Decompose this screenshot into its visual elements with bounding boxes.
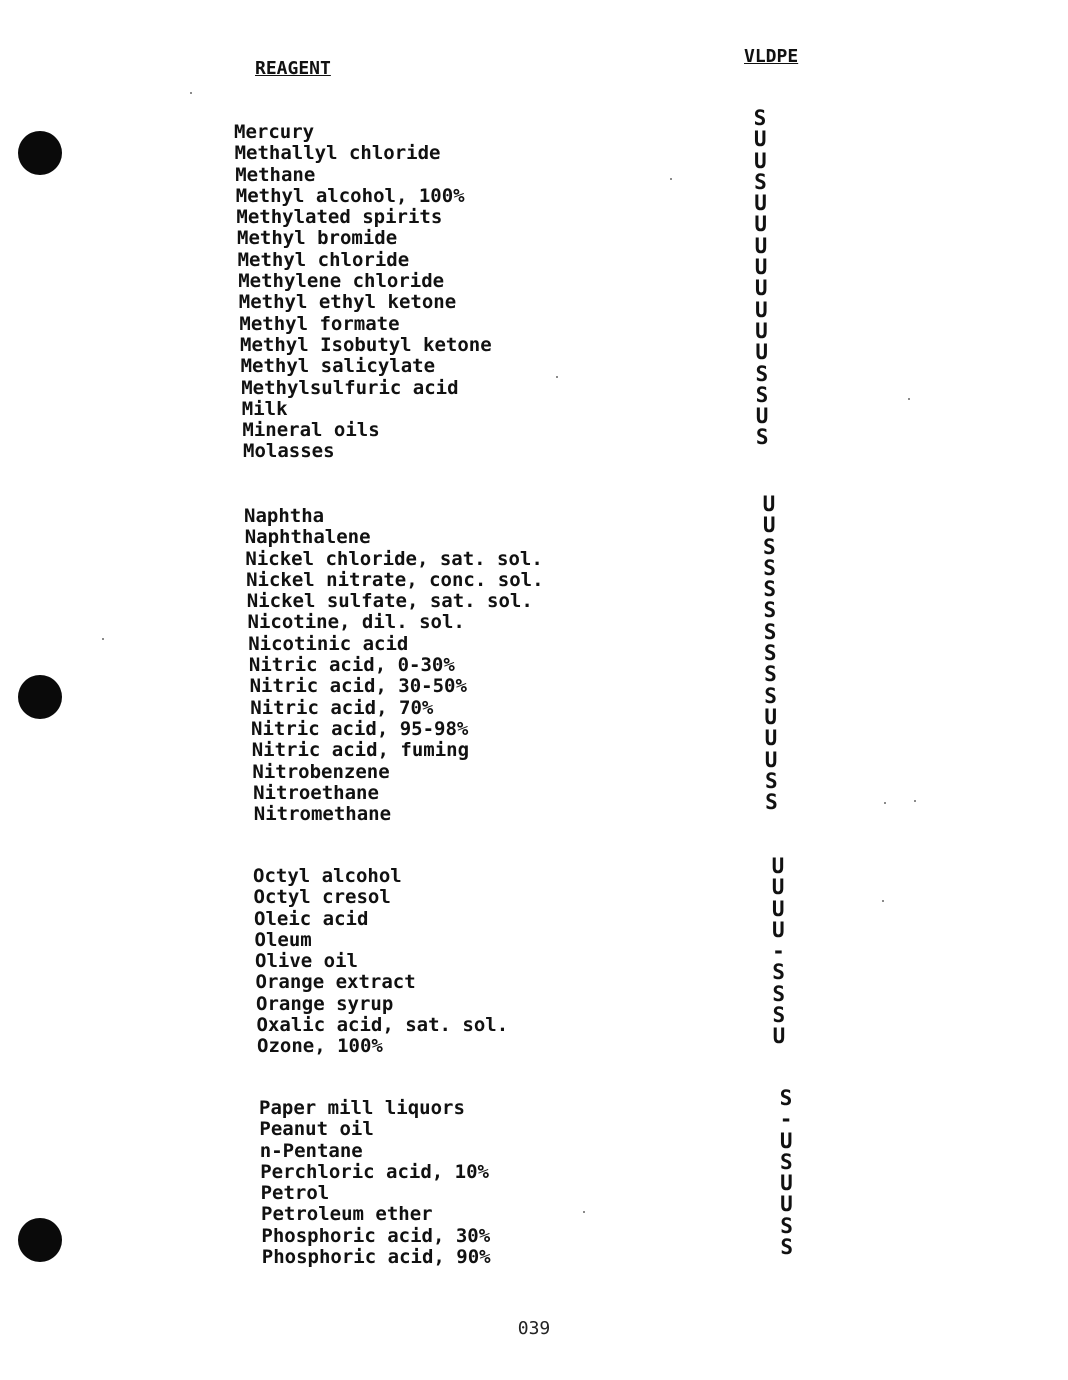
reagent-name: Methyl formate — [239, 312, 400, 335]
reagent-name: Methyl chloride — [237, 248, 410, 271]
reagent-name: Mineral oils — [242, 419, 380, 442]
vldpe-rating: U — [754, 255, 768, 280]
reagent-name: Orange extract — [255, 971, 416, 994]
reagent-name: Petrol — [260, 1182, 330, 1205]
reagent-name: Olive oil — [255, 950, 358, 973]
vldpe-rating: U — [772, 1024, 786, 1049]
vldpe-rating: U — [754, 276, 768, 301]
reagent-name: Nickel sulfate, sat. sol. — [246, 590, 533, 613]
vldpe-rating: U — [754, 212, 768, 237]
reagent-name: Perchloric acid, 10% — [260, 1160, 489, 1183]
reagent-name: Methylated spirits — [236, 206, 443, 229]
reagent-group — [253, 866, 508, 1058]
vldpe-rating: S — [763, 577, 777, 602]
vldpe-rating-group — [754, 494, 784, 813]
reagent-name: Petroleum ether — [261, 1203, 433, 1226]
vldpe-rating: S — [763, 641, 777, 666]
reagent-name: Naphtha — [244, 505, 325, 527]
reagent-name: Methylsulfuric acid — [241, 376, 459, 399]
vldpe-rating: U — [764, 704, 778, 729]
vldpe-rating: U — [753, 127, 767, 152]
vldpe-rating: U — [754, 191, 767, 216]
reagent-name: Nicotine, dil. sol. — [247, 611, 465, 634]
reagent-group — [234, 122, 492, 463]
reagent-name: Methyl bromide — [237, 227, 398, 250]
vldpe-rating: U — [772, 917, 785, 942]
reagent-name: Methyl Isobutyl ketone — [240, 333, 492, 356]
reagent-name: Nicotinic acid — [248, 632, 409, 655]
vldpe-rating-group — [771, 1088, 801, 1258]
reagent-name: Nitric acid, 95-98% — [251, 717, 469, 740]
reagent-name: Methallyl chloride — [234, 142, 441, 165]
scan-speck — [670, 178, 672, 180]
vldpe-rating: S — [779, 1086, 793, 1110]
reagent-column-header: REAGENT — [255, 58, 331, 79]
reagent-name: Mercury — [234, 121, 315, 143]
vldpe-rating: S — [764, 683, 777, 708]
vldpe-rating: S — [763, 619, 777, 644]
vldpe-rating: U — [762, 513, 776, 538]
reagent-name: Nitromethane — [253, 803, 392, 826]
vldpe-rating: S — [779, 1149, 793, 1174]
vldpe-rating: S — [755, 361, 769, 386]
reagent-group — [259, 1098, 491, 1268]
scan-speck — [190, 92, 192, 94]
reagent-name: Phosphoric acid, 30% — [261, 1224, 491, 1247]
reagent-name: Peanut oil — [259, 1118, 374, 1141]
vldpe-rating: U — [755, 318, 768, 343]
reagent-name: Nickel nitrate, conc. sol. — [246, 568, 544, 591]
binder-hole-middle — [18, 675, 62, 719]
reagent-name: Nitric acid, 0-30% — [248, 654, 455, 677]
reagent-name: Oleic acid — [254, 907, 369, 930]
vldpe-rating: U — [771, 875, 785, 900]
reagent-name: Methylene chloride — [238, 270, 445, 293]
reagent-name: Nitric acid, 30-50% — [249, 675, 467, 698]
vldpe-rating: S — [753, 106, 767, 130]
reagent-name: Milk — [241, 397, 288, 420]
reagent-name: Methane — [235, 163, 316, 186]
reagent-name: Naphthalene — [244, 526, 371, 549]
vldpe-rating: S — [754, 169, 767, 194]
vldpe-rating: U — [771, 896, 785, 921]
vldpe-rating: U — [755, 340, 768, 365]
reagent-name: Nitric acid, fuming — [251, 739, 470, 762]
vldpe-rating: U — [779, 1128, 793, 1153]
vldpe-rating: U — [754, 233, 768, 258]
vldpe-rating: U — [764, 726, 778, 751]
vldpe-rating: S — [764, 662, 777, 687]
vldpe-rating-group — [745, 108, 775, 449]
binder-hole-top — [18, 131, 62, 175]
vldpe-rating: S — [764, 768, 778, 793]
vldpe-column-header: VLDPE — [744, 46, 799, 67]
vldpe-rating: U — [780, 1171, 793, 1196]
scan-speck — [882, 900, 884, 902]
reagent-name: n-Pentane — [259, 1139, 363, 1162]
scan-speck — [914, 800, 916, 802]
vldpe-rating: S — [755, 425, 769, 450]
reagent-name: Methyl alcohol, 100% — [235, 184, 465, 207]
reagent-name: Nitroethane — [253, 781, 379, 804]
reagent-name: Paper mill liquors — [259, 1097, 465, 1119]
reagent-name: Ozone, 100% — [257, 1035, 383, 1058]
vldpe-rating: U — [771, 854, 785, 878]
reagent-name: Nitric acid, 70% — [250, 696, 434, 719]
vldpe-rating-group — [763, 856, 793, 1048]
reagent-name: Nickel chloride, sat. sol. — [245, 547, 543, 570]
reagent-name: Octyl cresol — [253, 886, 391, 909]
scan-speck — [102, 638, 104, 640]
vldpe-rating: U — [764, 747, 778, 772]
vldpe-rating: - — [772, 939, 785, 964]
scan-speck — [556, 376, 558, 378]
vldpe-rating: S — [755, 382, 769, 407]
reagent-name: Methyl ethyl ketone — [238, 291, 457, 314]
reagent-group — [244, 506, 544, 825]
vldpe-rating: U — [762, 492, 776, 516]
vldpe-rating: S — [763, 555, 776, 580]
vldpe-rating: U — [753, 148, 767, 173]
vldpe-rating: S — [763, 534, 776, 559]
vldpe-rating: U — [755, 404, 769, 429]
scan-speck — [908, 398, 910, 400]
reagent-name: Molasses — [243, 440, 335, 463]
reagent-name: Methyl salicylate — [240, 355, 436, 378]
vldpe-rating: U — [780, 1192, 793, 1217]
page-number: 039 — [517, 1318, 551, 1339]
vldpe-rating: S — [772, 960, 785, 985]
reagent-name: Orange syrup — [256, 992, 394, 1015]
vldpe-rating: - — [779, 1107, 793, 1132]
binder-hole-bottom — [18, 1218, 62, 1262]
reagent-name: Oleum — [254, 928, 312, 951]
reagent-name: Phosphoric acid, 90% — [261, 1246, 491, 1269]
vldpe-rating: U — [755, 297, 768, 322]
reagent-name: Oxalic acid, sat. sol. — [256, 1014, 509, 1037]
vldpe-rating: S — [780, 1213, 793, 1238]
vldpe-rating: S — [780, 1235, 794, 1260]
vldpe-rating: S — [763, 598, 777, 623]
reagent-name: Nitrobenzene — [252, 760, 390, 783]
vldpe-rating: S — [772, 1003, 786, 1028]
reagent-name: Octyl alcohol — [253, 865, 402, 887]
scan-speck — [884, 802, 886, 804]
vldpe-rating: S — [772, 981, 786, 1006]
vldpe-rating: S — [765, 790, 778, 815]
scan-speck — [583, 1211, 585, 1213]
